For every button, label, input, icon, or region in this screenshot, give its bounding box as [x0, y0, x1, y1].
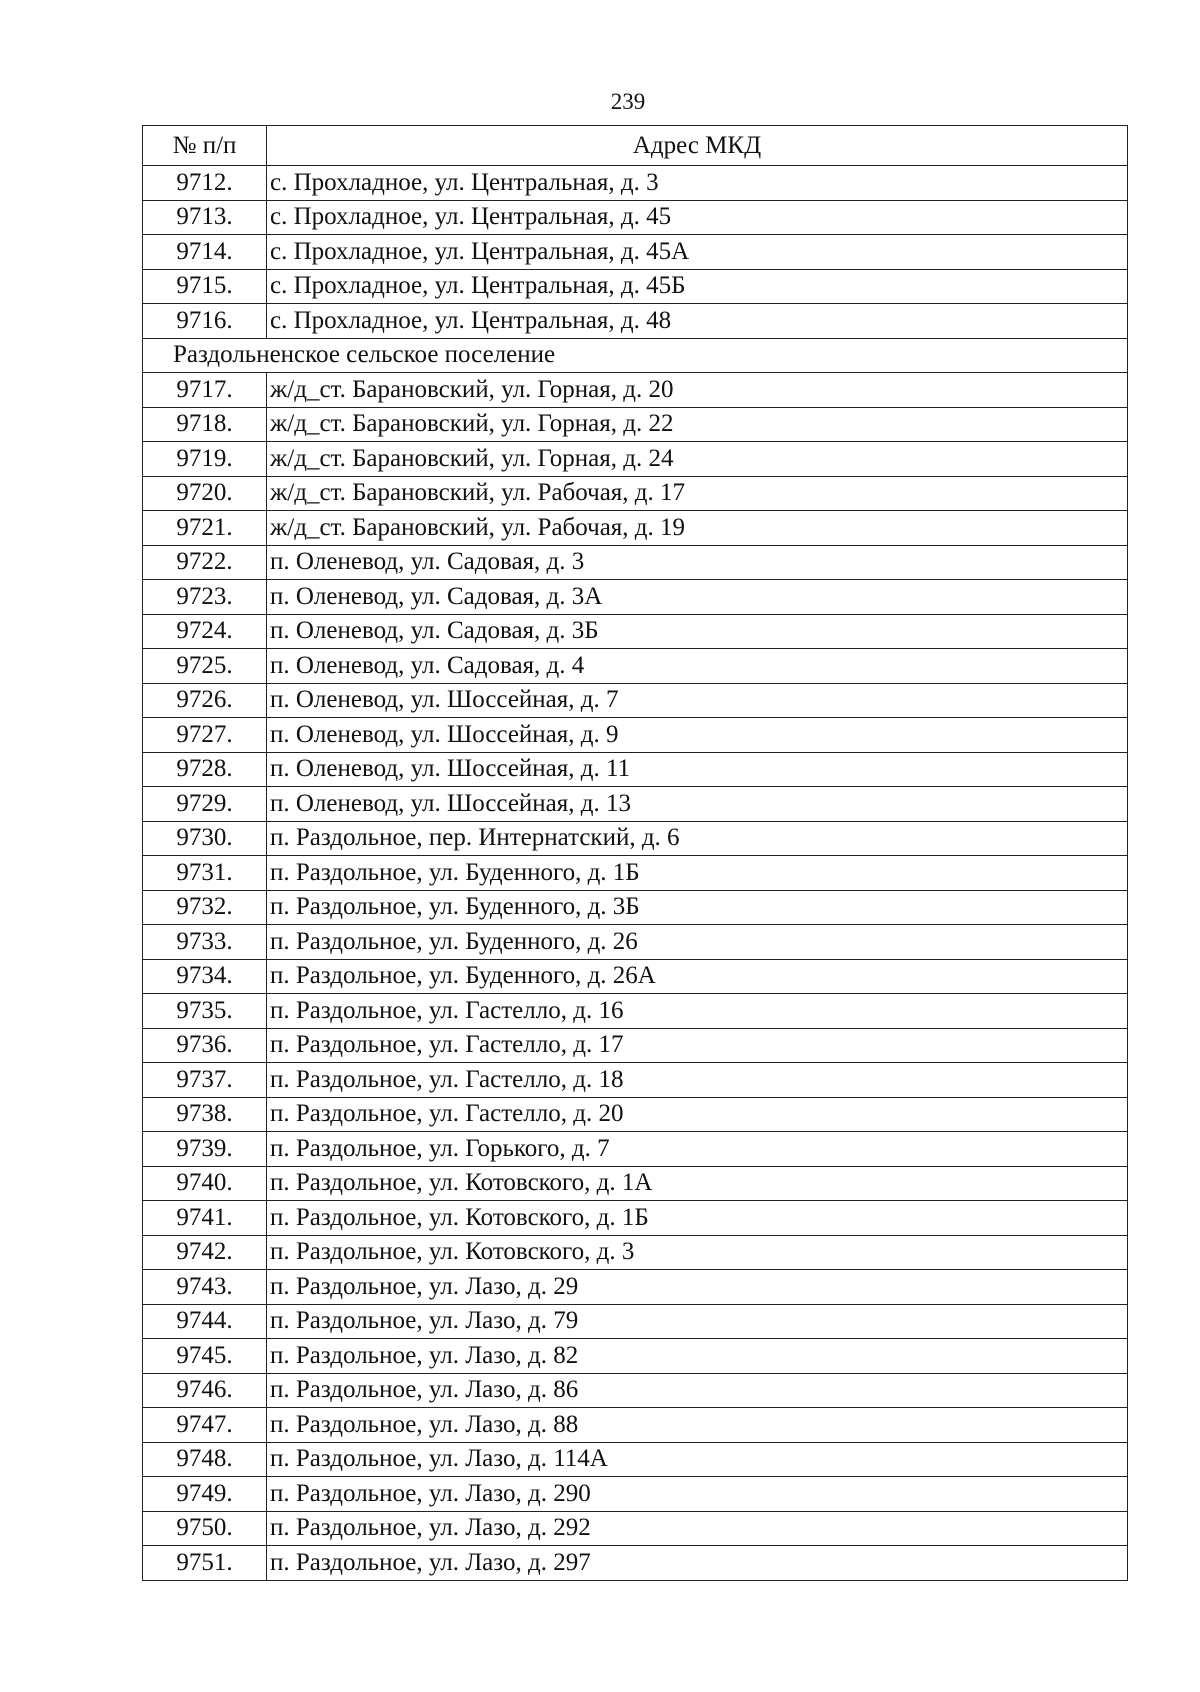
row-number: 9736. — [143, 1028, 267, 1063]
row-address: с. Прохладное, ул. Центральная, д. 45Б — [267, 269, 1128, 304]
row-address: п. Оленевод, ул. Шоссейная, д. 13 — [267, 787, 1128, 822]
row-number: 9738. — [143, 1097, 267, 1132]
table-row — [143, 200, 1128, 235]
row-number: 9732. — [143, 890, 267, 925]
table-row — [143, 1166, 1128, 1201]
row-number: 9720. — [143, 476, 267, 511]
row-address: п. Раздольное, ул. Лазо, д. 29 — [267, 1270, 1128, 1305]
row-address: п. Оленевод, ул. Садовая, д. 4 — [267, 649, 1128, 684]
row-number: 9713. — [143, 200, 267, 235]
row-address: с. Прохладное, ул. Центральная, д. 45А — [267, 235, 1128, 270]
row-address: п. Раздольное, ул. Лазо, д. 297 — [267, 1546, 1128, 1581]
row-address: п. Раздольное, ул. Котовского, д. 1А — [267, 1166, 1128, 1201]
row-number: 9744. — [143, 1304, 267, 1339]
row-address: п. Оленевод, ул. Садовая, д. 3 — [267, 545, 1128, 580]
row-address: п. Раздольное, ул. Котовского, д. 1Б — [267, 1201, 1128, 1236]
table-row — [143, 1201, 1128, 1236]
row-number: 9734. — [143, 959, 267, 994]
row-number: 9725. — [143, 649, 267, 684]
row-address: п. Оленевод, ул. Садовая, д. 3Б — [267, 614, 1128, 649]
mkd-address-table — [142, 125, 1128, 1581]
row-number: 9743. — [143, 1270, 267, 1305]
row-number: 9746. — [143, 1373, 267, 1408]
table-row — [143, 1270, 1128, 1305]
section-title: Раздольненское сельское поселение — [143, 338, 1128, 373]
table-row — [143, 1028, 1128, 1063]
row-address: п. Раздольное, ул. Гастелло, д. 20 — [267, 1097, 1128, 1132]
row-number: 9729. — [143, 787, 267, 822]
table-row — [143, 821, 1128, 856]
row-address: п. Раздольное, ул. Горького, д. 7 — [267, 1132, 1128, 1167]
row-number: 9740. — [143, 1166, 267, 1201]
table-row — [143, 1373, 1128, 1408]
page-number: 239 — [610, 89, 646, 114]
row-address: п. Раздольное, ул. Буденного, д. 1Б — [267, 856, 1128, 891]
row-number: 9730. — [143, 821, 267, 856]
row-number: 9715. — [143, 269, 267, 304]
row-number: 9717. — [143, 373, 267, 408]
row-address: п. Оленевод, ул. Шоссейная, д. 9 — [267, 718, 1128, 753]
row-number: 9723. — [143, 580, 267, 615]
table-row — [143, 959, 1128, 994]
table-row — [143, 649, 1128, 684]
row-number: 9747. — [143, 1408, 267, 1443]
table-header-row — [143, 126, 1128, 166]
row-number: 9719. — [143, 442, 267, 477]
row-address: п. Раздольное, ул. Лазо, д. 86 — [267, 1373, 1128, 1408]
table-row — [143, 1304, 1128, 1339]
row-number: 9721. — [143, 511, 267, 546]
row-number: 9733. — [143, 925, 267, 960]
table-row — [143, 1339, 1128, 1374]
row-number: 9731. — [143, 856, 267, 891]
row-number: 9718. — [143, 407, 267, 442]
table-row — [143, 545, 1128, 580]
row-number: 9737. — [143, 1063, 267, 1098]
section-row — [143, 338, 1128, 373]
row-address: п. Раздольное, ул. Гастелло, д. 17 — [267, 1028, 1128, 1063]
row-address: п. Раздольное, ул. Гастелло, д. 18 — [267, 1063, 1128, 1098]
row-number: 9726. — [143, 683, 267, 718]
table-row — [143, 407, 1128, 442]
row-address: п. Оленевод, ул. Садовая, д. 3А — [267, 580, 1128, 615]
table-body — [143, 166, 1128, 1581]
table-row — [143, 925, 1128, 960]
table-row — [143, 304, 1128, 339]
row-number: 9745. — [143, 1339, 267, 1374]
row-address: п. Раздольное, ул. Лазо, д. 290 — [267, 1477, 1128, 1512]
table-row — [143, 442, 1128, 477]
row-number: 9735. — [143, 994, 267, 1029]
table-row — [143, 1408, 1128, 1443]
table-row — [143, 1546, 1128, 1581]
row-address: п. Раздольное, ул. Буденного, д. 26 — [267, 925, 1128, 960]
row-address: ж/д_ст. Барановский, ул. Рабочая, д. 19 — [267, 511, 1128, 546]
column-header-address: Адрес МКД — [267, 126, 1128, 166]
row-number: 9722. — [143, 545, 267, 580]
row-number: 9750. — [143, 1511, 267, 1546]
table-row — [143, 718, 1128, 753]
table-row — [143, 890, 1128, 925]
row-number: 9748. — [143, 1442, 267, 1477]
row-address: п. Раздольное, ул. Гастелло, д. 16 — [267, 994, 1128, 1029]
row-address: п. Раздольное, ул. Лазо, д. 114А — [267, 1442, 1128, 1477]
table-row — [143, 166, 1128, 201]
row-number: 9739. — [143, 1132, 267, 1167]
row-address: п. Оленевод, ул. Шоссейная, д. 7 — [267, 683, 1128, 718]
table-row — [143, 614, 1128, 649]
row-address: ж/д_ст. Барановский, ул. Горная, д. 22 — [267, 407, 1128, 442]
table-row — [143, 1442, 1128, 1477]
table-row — [143, 1097, 1128, 1132]
row-number: 9751. — [143, 1546, 267, 1581]
table-row — [143, 511, 1128, 546]
row-address: п. Раздольное, пер. Интернатский, д. 6 — [267, 821, 1128, 856]
row-number: 9716. — [143, 304, 267, 339]
table-row — [143, 1477, 1128, 1512]
row-number: 9714. — [143, 235, 267, 270]
table-row — [143, 1132, 1128, 1167]
table-row — [143, 1235, 1128, 1270]
row-address: п. Раздольное, ул. Буденного, д. 3Б — [267, 890, 1128, 925]
row-number: 9749. — [143, 1477, 267, 1512]
row-address: с. Прохладное, ул. Центральная, д. 48 — [267, 304, 1128, 339]
table-row — [143, 269, 1128, 304]
row-address: п. Раздольное, ул. Лазо, д. 82 — [267, 1339, 1128, 1374]
row-address: ж/д_ст. Барановский, ул. Горная, д. 24 — [267, 442, 1128, 477]
row-number: 9724. — [143, 614, 267, 649]
table-row — [143, 580, 1128, 615]
table-row — [143, 856, 1128, 891]
table-row — [143, 683, 1128, 718]
row-address: п. Раздольное, ул. Котовского, д. 3 — [267, 1235, 1128, 1270]
table-row — [143, 476, 1128, 511]
table-row — [143, 994, 1128, 1029]
row-address: с. Прохладное, ул. Центральная, д. 45 — [267, 200, 1128, 235]
table-row — [143, 1511, 1128, 1546]
table-row — [143, 752, 1128, 787]
row-address: п. Раздольное, ул. Лазо, д. 88 — [267, 1408, 1128, 1443]
row-address: п. Раздольное, ул. Буденного, д. 26А — [267, 959, 1128, 994]
row-number: 9742. — [143, 1235, 267, 1270]
row-address: п. Раздольное, ул. Лазо, д. 79 — [267, 1304, 1128, 1339]
row-number: 9727. — [143, 718, 267, 753]
table-row — [143, 1063, 1128, 1098]
row-address: п. Раздольное, ул. Лазо, д. 292 — [267, 1511, 1128, 1546]
column-header-number: № п/п — [143, 126, 267, 166]
row-address: с. Прохладное, ул. Центральная, д. 3 — [267, 166, 1128, 201]
row-address: ж/д_ст. Барановский, ул. Рабочая, д. 17 — [267, 476, 1128, 511]
row-number: 9728. — [143, 752, 267, 787]
row-number: 9741. — [143, 1201, 267, 1236]
table-row — [143, 787, 1128, 822]
table-row — [143, 373, 1128, 408]
row-address: п. Оленевод, ул. Шоссейная, д. 11 — [267, 752, 1128, 787]
row-number: 9712. — [143, 166, 267, 201]
table-row — [143, 235, 1128, 270]
row-address: ж/д_ст. Барановский, ул. Горная, д. 20 — [267, 373, 1128, 408]
